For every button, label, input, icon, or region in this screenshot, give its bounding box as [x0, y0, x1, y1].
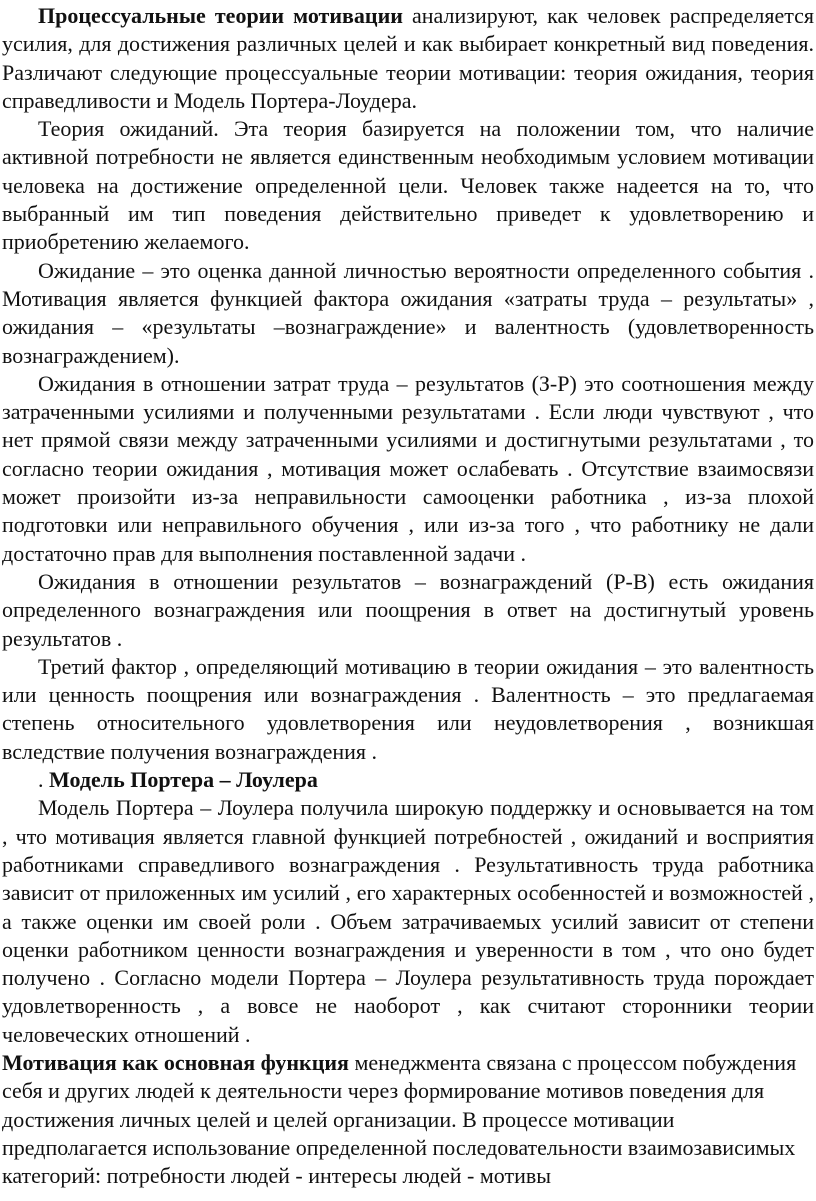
heading-title: Модель Портера – Лоулера — [49, 767, 318, 793]
heading-prefix: . — [38, 767, 49, 793]
paragraph-process-theories — [2, 2, 816, 115]
bold-lead-process-theories: Процессуальные теории мотивации — [38, 3, 403, 28]
paragraph-porter-lawler-model: Модель Портера – Лоулера получила широкую поддержку и основывается на том , что мотивация является главной функцией потребностей , ожиданий и восприятия работниками справедливого вознаграждения . Результативность труда работника зависит от приложенных им усилий , его характерных особенностей и возможностей , а также оценки им своей роли . Объем затрачиваемых усилий зависит от степени оценки работником ценности вознаграждения и уверенности в том , что оно будет получено . Согласно модели Портера – Лоулера результативность труда порождает удовлетворенность , а вовсе не наоборот , как считают сторонники теории человеческих отношений . — [2, 795, 814, 1047]
paragraph-valence: Третий фактор , определяющий мотивацию в теории ожидания – это валентность или ценность поощрения или вознаграждения . Валентность – это предлагаемая степень относительного удовлетворения или неудовлетворения , возникшая вследствие получения вознаграждения . — [2, 653, 814, 764]
paragraph-expectation-definition: Ожидание – это оценка данной личностью вероятности определенного события . Мотивация является функцией фактора ожидания «затраты труда – результаты» , ожидания – «результаты –вознаграждение» и валентность (удовлетворенность вознаграждением). — [2, 257, 814, 368]
bold-lead-motivation-function: Мотивация как основная функция — [2, 1049, 349, 1075]
paragraph-motivation-function — [2, 1049, 816, 1190]
paragraph-result-reward: Ожидания в отношении результатов – вознаграждений (Р-В) есть ожидания определенного вознаграждения или поощрения в ответ на достигнутый уровень результатов . — [2, 568, 814, 651]
paragraph-expectancy-theory: Теория ожиданий. Эта теория базируется на положении том, что наличие активной потребности не является единственным необходимым условием мотивации человека на достижение определенной цели. Человек также надеется на то, что выбранный им тип поведения действительно приведет к удовлетворению и приобретению желаемого. — [2, 116, 814, 255]
paragraph-text: менеджмента связана с процессом побуждения себя и других людей к деятельности через формирование мотивов поведения для достижения личных целей и целей организации. В процессе мотивации предполагается использование определенной последовательности взаимозависимых категорий: потребности людей - интересы людей - мотивы — [2, 1049, 797, 1189]
section-heading-porter-lawler — [2, 766, 816, 794]
paragraph-text: анализируют, как человек распределяется усилия, для достижения различных целей и как выбирает конкретный вид поведения. Различают следующие процессуальные теории мотивации: теория ожидания, теория справедливости и Модель Портера-Лоудера. — [2, 3, 814, 113]
paragraph-effort-result: Ожидания в отношении затрат труда – результатов (З-Р) это соотношения между затраченными усилиями и полученными результатами . Если люди чувствуют , что нет прямой связи между затраченными усилиями и достигнутыми результатами , то согласно теории ожидания , мотивация может ослабевать . Отсутствие взаимосвязи может произойти из-за неправильности самооценки работника , из-за плохой подготовки или неправильного обучения , или из-за того , что работнику не дали достаточно прав для выполнения поставленной задачи . — [2, 370, 814, 566]
